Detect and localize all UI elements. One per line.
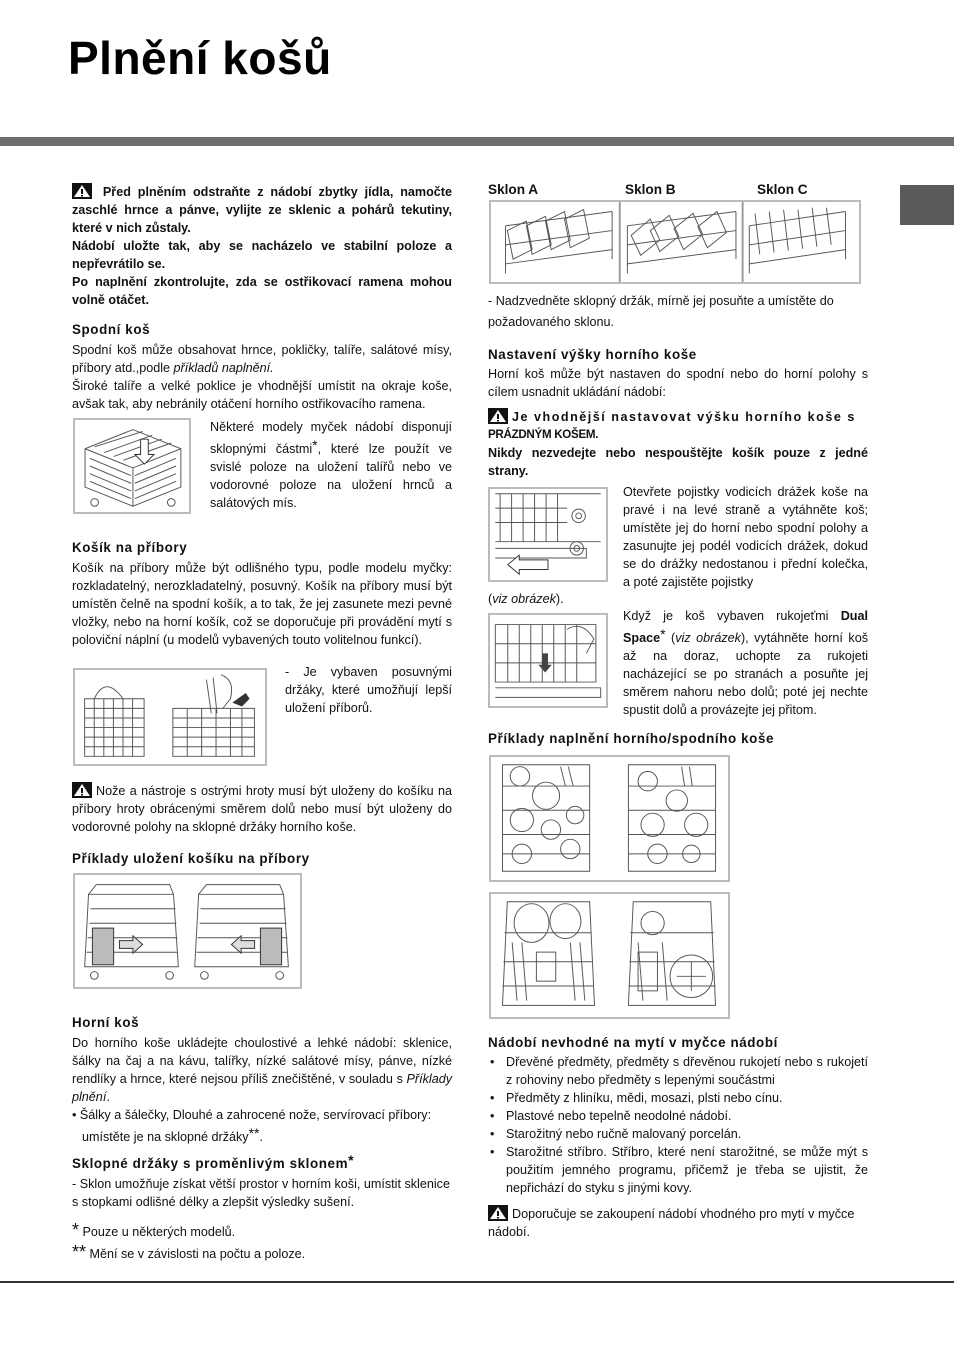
dual-space-label: Dual Space (623, 609, 868, 645)
horni-section (72, 1014, 452, 1146)
warning-icon (72, 183, 92, 199)
nevhodne-section (488, 1034, 868, 1197)
list-item: • Dřevěné předměty, předměty s dřevěnou rukojetí nebo s rukojetí z rohoviny nebo předměty s lepenými součástmi (488, 1053, 868, 1089)
intro-warning (72, 183, 452, 309)
footnote-1-mark: * (72, 1220, 80, 1240)
sklopne-text: - Sklon umožňuje získat větší prostor v horním koši, umístit sklenice s stopkami odlišné délky a zlepšit výsledky sušení. (72, 1177, 450, 1209)
figure-lower-basket (73, 418, 191, 514)
nastaveni-text-3a: Když je koš vybaven rukojeťmi (623, 609, 841, 623)
horni-text-c: . (106, 1090, 110, 1104)
page-title: Plnění košů (68, 32, 332, 84)
horni-bullet-end: . (259, 1130, 264, 1144)
nastaveni-text-1: Horní koš může být nastaven do spodní nebo do horní polohy s cílem usnadnit ukládání nádobí: (488, 367, 868, 399)
section-tab (900, 185, 954, 225)
figure-upper-examples (489, 755, 730, 882)
footnote-star: * (660, 626, 666, 642)
intro-text-3: Po naplnění zkontrolujte, zda se ostřikovací ramena mohou volně otáčet. (72, 275, 452, 307)
spodni-section (72, 321, 452, 413)
kosik-section (72, 539, 452, 649)
footnote-2-mark: ** (72, 1242, 87, 1262)
viz-open: ( (488, 592, 493, 606)
nastaveni-warning-3: Nikdy nezvedejte nebo nespouštějte košík pouze z jedné strany. (488, 446, 868, 478)
viz-close: ). (555, 592, 564, 606)
cutlery-examples-drawing (75, 875, 300, 987)
figure-cutlery-examples (73, 873, 302, 989)
horni-text-italic: Příklady plnění (72, 1072, 452, 1104)
figure-basket-rail (488, 487, 608, 582)
nastaveni-heading: Nastavení výšky horního koše (488, 347, 697, 362)
basket-rail-drawing (490, 489, 606, 580)
sklon-label-b: Sklon B (625, 182, 676, 197)
intro-text-2: Nádobí uložte tak, aby se nacházelo ve stabilní poloze a nepřevrátilo se. (72, 239, 452, 271)
footnote-2: Mění se v závislosti na počtu a poloze. (86, 1247, 306, 1261)
warning-icon (488, 1205, 508, 1221)
list-item: • Plastové nebo tepelně neodolné nádobí. (488, 1107, 868, 1125)
horni-text-a: Do horního koše ukládejte choulostivé a lehké nádobí: sklenice, šálky na čaj a na kávu, talířky, nízké salátové mísy, pánve, nízké rendlíky a hrnce, které nejsou příliš znečištěné, v souladu s (72, 1036, 452, 1086)
sklon-drawing (491, 202, 859, 282)
nastaveni-text-3e: ), vytáhněte horní koš až na doraz, uchopte za rukojeti nacházející se po stranách a posuňte jej směrem nahoru nebo dolů; poté jej nechte spustit dolů a provázejte jej přitom. (623, 631, 868, 717)
spodni-side-text-a: Některé modely myček nádobí disponují sklopnými částmi (210, 420, 452, 456)
footnote-star: * (348, 1152, 355, 1168)
nevhodne-list (488, 1053, 868, 1197)
footnote-double-star: ** (248, 1125, 260, 1141)
kosik-text: Košík na příbory může být odlišného typu, podle modelu myčky: rozkladatelný, nerozkladatelný, posuvný. Košík na příbory musí být umístěn čelně na spodní košík, a to tak, že jej zasunete mezi pevné vložky, nebo na horní košík, což se doporučuje při provádění mytí s poloviční náplní (u modelů vybavených touto volitelnou funkcí). (72, 561, 452, 647)
figure-dual-space (488, 613, 608, 708)
sklon-label-a: Sklon A (488, 182, 539, 197)
nastaveni-text-2: Otevřete pojistky vodicích drážek koše na pravé i na levé straně a vytáhněte koš; umístěte jej do horní nebo spodní polohy a zasunujte jej podél vodicích drážek, dokud se do drážky nedostanou i přední kolečka, a poté zajistěte pojistky (623, 485, 868, 589)
footnotes (72, 1221, 452, 1263)
nastaveni-text-3c: ( (665, 631, 676, 645)
cutlery-basket-drawing (75, 670, 265, 764)
nevhodne-note-text: Doporučuje se zakoupení nádobí vhodného pro mytí v myčce nádobí. (488, 1207, 855, 1239)
viz-obrazek-2: viz obrázek (675, 631, 741, 645)
figure-lower-examples (489, 892, 730, 1019)
nastaveni-warning-1: Je vhodnější nastavovat výšku horního koše s (512, 410, 856, 424)
priklady-kosik-heading: Příklady uložení košíku na příbory (72, 851, 310, 866)
horni-heading: Horní koš (72, 1015, 140, 1030)
sklopne-heading: Sklopné držáky s proměnlivým sklonem (72, 1156, 349, 1171)
intro-text-1: Před plněním odstraňte z nádobí zbytky jídla, namočte zaschlé hrnce a pánve, vylijte ze sklenic a pohárů tekutiny, které v nich zůstaly. (72, 185, 452, 235)
spodni-text-1-italic: příkladů naplnění. (173, 361, 274, 375)
horni-bullet: • Šálky a šálečky, Dlouhé a zahrocené nože, servírovací příbory: umístěte je na sklopné držáky (72, 1108, 432, 1144)
lower-basket-drawing (75, 420, 189, 512)
nastaveni-warning (488, 408, 868, 480)
warning-icon (488, 408, 508, 424)
spodni-heading: Spodní koš (72, 322, 151, 337)
nastaveni-section (488, 346, 868, 401)
footer-line (0, 1281, 954, 1283)
sklopne-section (72, 1151, 452, 1211)
list-item: • Starožitné stříbro. Stříbro, které není starožitné, se může mýt s použitím jemného programu, přičemž je třeba se ujistit, že nepřichází do styku s jinými kovy. (488, 1143, 868, 1197)
noze-warning (72, 782, 452, 836)
header-bar (0, 137, 954, 146)
kosik-side-text: - Je vybaven posuvnými držáky, které umožňují lepší uložení příborů. (285, 665, 452, 715)
spodni-text-2: Široké talíře a velké poklice je vhodnější umístit na okraje koše, avšak tak, aby nebránily otáčení horního ostřikovacího ramena. (72, 379, 452, 411)
priklady-naplneni-heading: Příklady naplnění horního/spodního koše (488, 731, 775, 746)
footnote-1: Pouze u některých modelů. (79, 1225, 236, 1239)
noze-text: Nože a nástroje s ostrými hroty musí být uloženy do košíku na příbory hroty obrácenými směrem dolů nebo musí být uloženy do vodorovné polohy na sklopné držáky horního koše. (72, 784, 452, 834)
nastaveni-warning-2: PRÁZDNÝM KOŠEM. (488, 428, 599, 441)
list-item: • Předměty z hliníku, mědi, mosazi, plsti nebo cínu. (488, 1089, 868, 1107)
kosik-heading: Košík na příbory (72, 540, 188, 555)
nevhodne-heading: Nádobí nevhodné na mytí v myčce nádobí (488, 1035, 778, 1050)
upper-examples-drawing (491, 757, 728, 880)
sklon-caption: - Nadzvedněte sklopný držák, mírně jej posuňte a umístěte do požadovaného sklonu. (488, 294, 834, 329)
footnote-star: * (312, 437, 318, 453)
list-item: • Starožitný nebo ručně malovaný porcelán. (488, 1125, 868, 1143)
spodni-side-text-b: , které lze použít ve svislé poloze na uložení talířů nebo ve vodorovné poloze na uložení hrnců a salátových mís. (210, 442, 452, 510)
figure-cutlery-basket (73, 668, 267, 766)
dual-space-drawing (490, 615, 606, 706)
nevhodne-note (488, 1205, 868, 1241)
viz-obrazek-1: viz obrázek (492, 592, 556, 606)
spodni-text-1: Spodní koš může obsahovat hrnce, pokličky, talíře, salátové mísy, příbory atd.,podle (72, 343, 452, 375)
warning-icon (72, 782, 92, 798)
figure-sklon (489, 200, 861, 284)
lower-examples-drawing (491, 894, 728, 1017)
sklon-label-c: Sklon C (757, 182, 808, 197)
